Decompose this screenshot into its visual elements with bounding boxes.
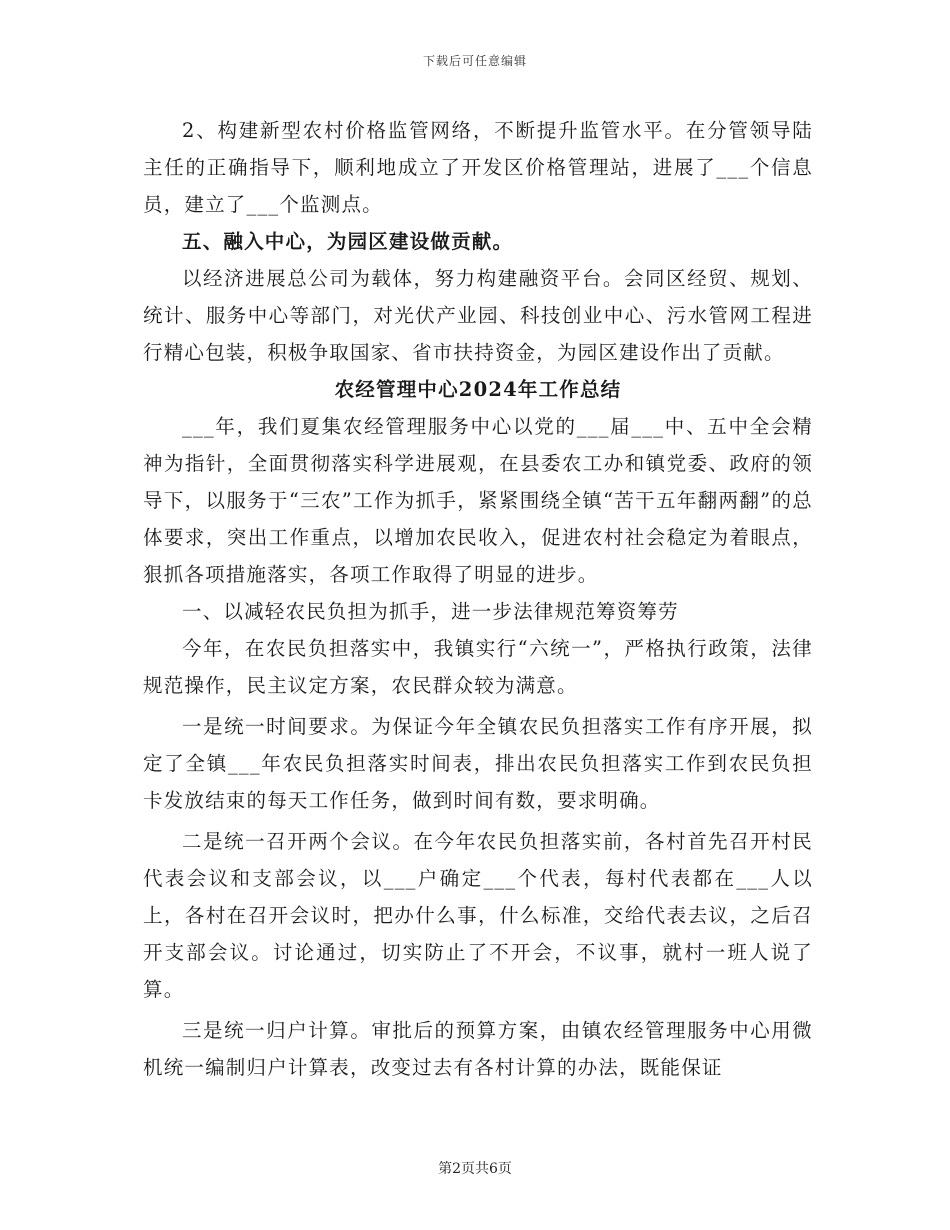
document-title: 农经管理中心2024年工作总结	[334, 378, 622, 401]
paragraph-six-unifications: 今年，在农民负担落实中，我镇实行“六统一”，严格执行政策，法律规范操作，民主议定方案，农民群众较为满意。	[143, 637, 813, 697]
section-heading-five: 五、融入中心，为园区建设做贡献。	[182, 230, 514, 253]
paragraph-unified-time: 一是统一时间要求。为保证今年全镇农民负担落实工作有序开展，拟定了全镇___年农民负担落实时间表，排出农民负担落实工作到农民负担卡发放结束的每天工作任务，做到时间有数，要求明确。	[143, 715, 813, 812]
document-body	[143, 112, 813, 1086]
paragraph-household-calculation: 三是统一归户计算。审批后的预算方案，由镇农经管理服务中心用微机统一编制归户计算表，改变过去有各村计算的办法，既能保证	[143, 1019, 813, 1079]
paragraph-intro-summary: ___年，我们夏集农经管理服务中心以党的___届___中、五中全会精神为指针，全面贯彻落实科学进展观，在县委农工办和镇党委、政府的领导下，以服务于“三农”工作为抓手，紧紧围绕全镇“苦干五年翻两翻”的总体要求，突出工作重点，以增加农民收入，促进农村社会稳定为着眼点，狠抓各项措施落实，各项工作取得了明显的进步。	[143, 415, 813, 586]
paragraph-financing-platform: 以经济进展总公司为载体，努力构建融资平台。会同区经贸、规划、统计、服务中心等部门，对光伏产业园、科技创业中心、污水管网工程进行精心包装，积极争取国家、省市扶持资金，为园区建设作出了贡献。	[143, 267, 813, 364]
page-number-footer: 第2页共6页	[438, 1161, 512, 1177]
paragraph-price-monitoring: 2、构建新型农村价格监管网络，不断提升监管水平。在分管领导陆主任的正确指导下，顺利地成立了开发区价格管理站，进展了___个信息员，建立了___个监测点。	[143, 119, 813, 216]
section-heading-one: 一、以减轻农民负担为抓手，进一步法律规范筹资筹劳	[182, 600, 679, 623]
page-header-note: 下载后可任意编辑	[422, 54, 527, 68]
paragraph-two-meetings: 二是统一召开两个会议。在今年农民负担落实前，各村首先召开村民代表会议和支部会议，以___户确定___个代表，每村代表都在___人以上，各村在召开会议时，把办什么事，什么标准，交给代表去议，之后召开支部会议。讨论通过，切实防止了不开会，不议事，就村一班人说了算。	[143, 830, 813, 1001]
